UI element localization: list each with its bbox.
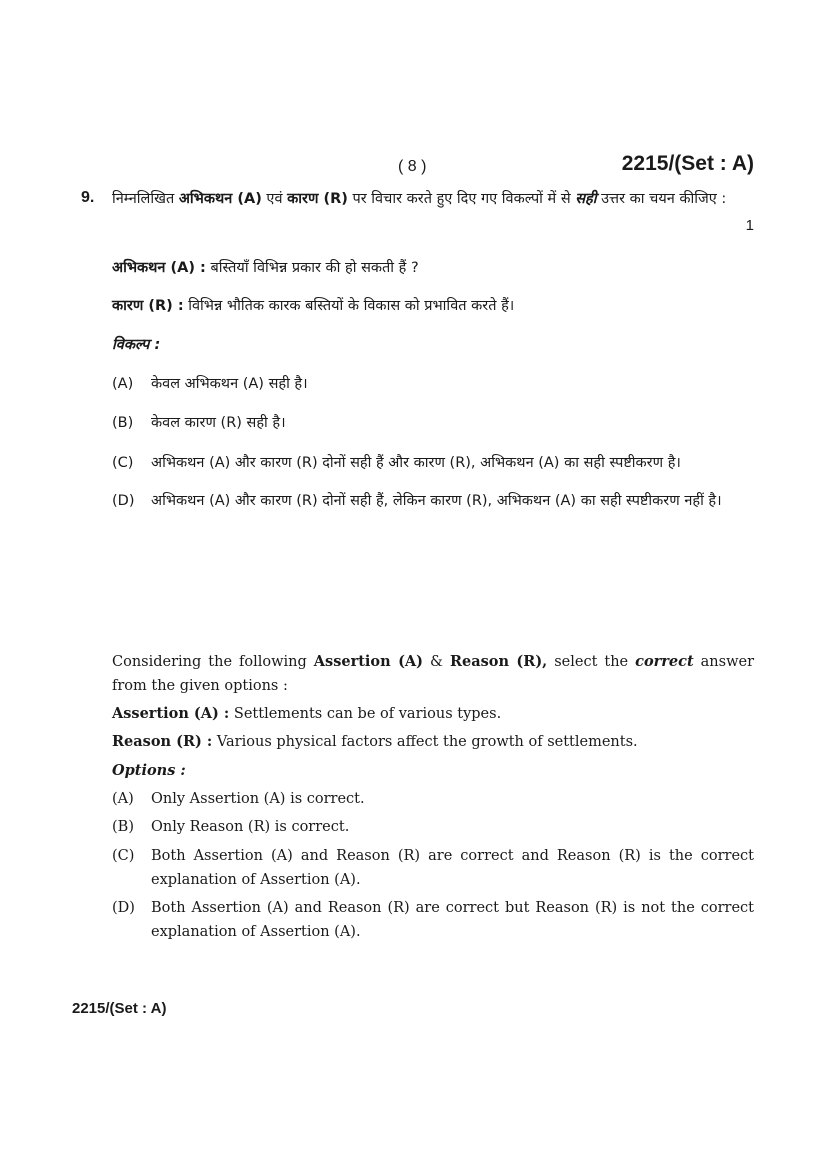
- english-option-d: (D) Both Assertion (A) and Reason (R) are correct but Reason (R) is not the correct explanation of Assertion (A).: [112, 900, 754, 940]
- hindi-option-c: (C) अभिकथन (A) और कारण (R) दोनों सही हैं और कारण (R), अभिकथन (A) का सही स्पष्टीकरण है।: [112, 455, 681, 471]
- hindi-reason-label: कारण (R) :: [112, 298, 184, 314]
- english-assertion: [112, 702, 754, 726]
- english-assertion-text: Settlements can be of various types.: [229, 706, 502, 722]
- hindi-assertion-label: अभिकथन (A) :: [112, 260, 206, 276]
- english-reason: [112, 730, 754, 754]
- question-number: 9.: [81, 189, 95, 206]
- hindi-assertion: [112, 253, 754, 283]
- english-option-b: (B) Only Reason (R) is correct.: [112, 819, 350, 835]
- hindi-reason: [112, 291, 754, 321]
- english-options-heading: Options :: [112, 762, 186, 779]
- english-reason-label: Reason (R) :: [112, 733, 213, 750]
- hindi-option-d: (D) अभिकथन (A) और कारण (R) दोनों सही हैं, लेकिन कारण (R), अभिकथन (A) का सही स्पष्टीकरण नहीं है।: [112, 493, 722, 509]
- hindi-option-a: (A) केवल अभिकथन (A) सही है।: [112, 376, 308, 392]
- page-number: ( 8 ): [398, 158, 427, 175]
- english-prompt: Considering the following Assertion (A) & Reason (R), select the correct answer from the given options :: [112, 653, 755, 694]
- hindi-option-b: (B) केवल कारण (R) सही है।: [112, 415, 286, 431]
- english-option-c: (C) Both Assertion (A) and Reason (R) are correct and Reason (R) is the correct explanation of Assertion (A).: [112, 848, 754, 888]
- question-marks: 1: [745, 217, 754, 234]
- hindi-assertion-text: बस्तियाँ विभिन्न प्रकार की हो सकती हैं ?: [205, 260, 419, 276]
- hindi-options-heading: विकल्प :: [112, 337, 161, 353]
- english-assertion-label: Assertion (A) :: [112, 705, 230, 722]
- hindi-prompt: निम्नलिखित अभिकथन (A) एवं कारण (R) पर विचार करते हुए दिए गए विकल्पों में से सही उत्तर का चयन कीजिए :: [112, 191, 727, 207]
- paper-code-footer: 2215/(Set : A): [72, 1000, 167, 1017]
- paper-code-header: 2215/(Set : A): [621, 152, 754, 175]
- english-option-a: (A) Only Assertion (A) is correct.: [112, 791, 365, 807]
- english-reason-text: Various physical factors affect the growth of settlements.: [212, 734, 638, 750]
- hindi-reason-text: विभिन्न भौतिक कारक बस्तियों के विकास को प्रभावित करते हैं।: [183, 298, 515, 314]
